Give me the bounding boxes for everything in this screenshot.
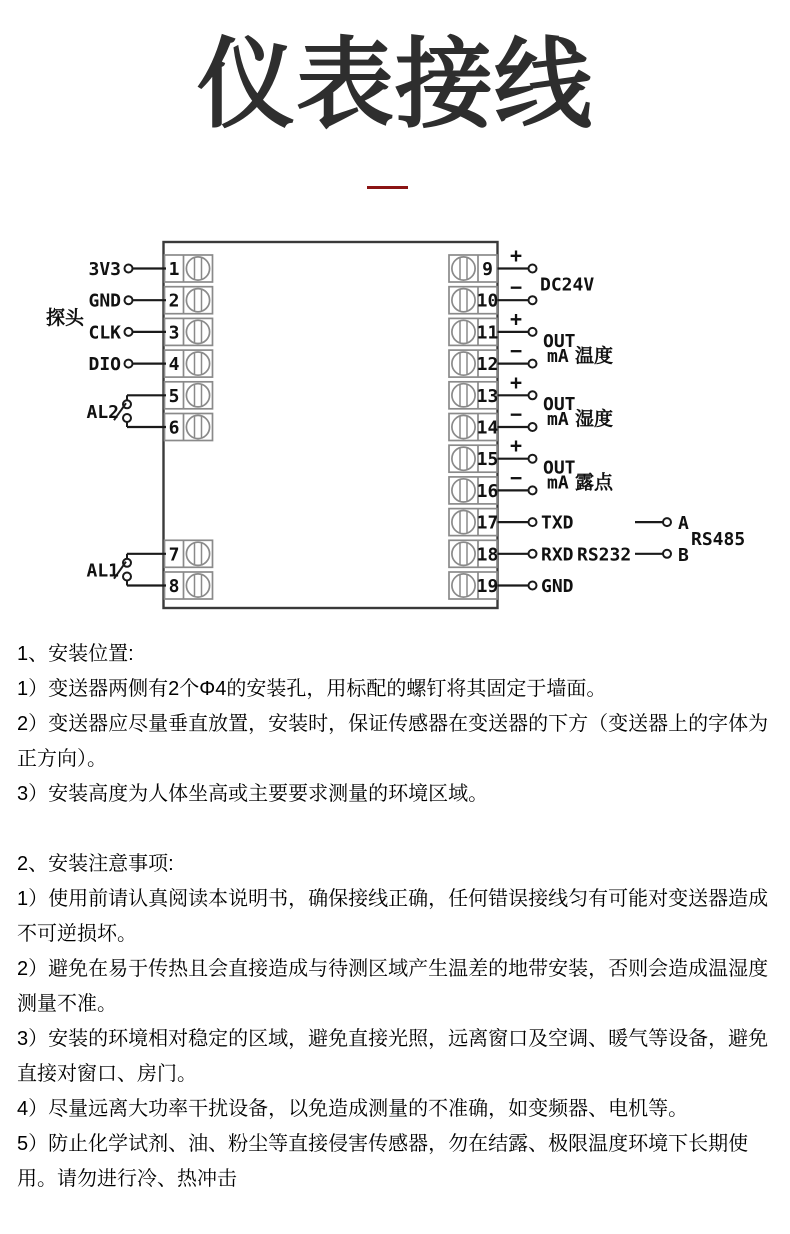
wire-node-icon: [125, 360, 133, 368]
alarm-switch-AL1: [86, 554, 166, 586]
polarity-sign: +: [509, 433, 523, 458]
probe-label: 探头: [46, 308, 85, 329]
screw-icon: [186, 289, 209, 312]
screw-icon: [186, 574, 209, 597]
wire-node-icon: [125, 296, 133, 304]
terminal-number: 11: [476, 322, 499, 344]
section-heading: 1、安装位置:: [17, 643, 134, 665]
terminal-11: [449, 318, 498, 345]
terminal-16: [449, 477, 498, 504]
polarity-sign: −: [509, 465, 523, 490]
wire-node-icon: [529, 360, 537, 368]
terminal-18: [449, 540, 498, 567]
terminal-number: 5: [168, 385, 180, 407]
channel-label: 温度: [575, 345, 614, 367]
terminal-number: 2: [168, 290, 180, 312]
pin-label-CLK: CLK: [88, 322, 121, 344]
screw-icon: [186, 415, 209, 438]
terminal-number: 18: [476, 544, 499, 566]
wire-node-icon: [529, 328, 537, 336]
terminal-number: 17: [476, 512, 499, 534]
screw-icon: [452, 479, 475, 502]
polarity-sign: −: [509, 338, 523, 363]
terminal-number: 4: [168, 354, 180, 376]
screw-icon: [452, 542, 475, 565]
rs485-line-label: B: [678, 544, 689, 566]
serial-pin-label: GND: [541, 576, 574, 597]
out-label: OUT: [543, 330, 576, 352]
wiring-diagram: [0, 225, 790, 625]
terminal-5: [165, 382, 213, 409]
wire-node-icon: [663, 518, 671, 526]
screw-icon: [452, 289, 475, 312]
terminal-10: [449, 287, 498, 314]
serial-pin-label: TXD: [541, 512, 574, 534]
wire-node-icon: [529, 486, 537, 494]
terminal-12: [449, 350, 498, 377]
terminal-17: [449, 509, 498, 536]
terminal-number: 10: [476, 290, 499, 312]
wire-node-icon: [663, 550, 671, 558]
polarity-sign: −: [509, 402, 523, 426]
terminal-9: [449, 255, 497, 282]
rs232-label: RS232: [577, 544, 632, 566]
instruction-item: 1）使用前请认真阅读本说明书，确保接线正确，任何错误接线匀有可能对变送器造成不可逆损坏。: [17, 888, 769, 945]
screw-icon: [186, 384, 209, 407]
switch-label: AL1: [86, 560, 119, 582]
wire-node-icon: [529, 391, 537, 399]
terminal-number: 6: [168, 417, 180, 439]
section-heading: 2、安装注意事项:: [17, 853, 174, 875]
wire-node-icon: [125, 265, 133, 273]
channel-label: 露点: [575, 472, 614, 494]
pin-label-3V3: 3V3: [88, 259, 121, 280]
terminal-number: 16: [476, 480, 499, 502]
terminal-1: [165, 255, 213, 282]
screw-icon: [452, 510, 475, 533]
instruction-item: 3）安装的环境相对稳定的区域，避免直接光照，远离窗口及空调、暖气等设备，避免直接对窗口、房门。: [17, 1028, 769, 1085]
terminal-number: 9: [482, 259, 493, 280]
terminal-number: 19: [476, 576, 499, 597]
section-install-notes: [17, 847, 775, 1197]
terminal-number: 13: [476, 385, 499, 407]
terminal-number: 12: [476, 354, 499, 376]
wire-node-icon: [125, 328, 133, 336]
title-underline-rule: [367, 186, 408, 189]
wire-node-icon: [529, 265, 537, 273]
polarity-sign: +: [509, 243, 523, 268]
wire-node-icon: [529, 582, 537, 590]
terminal-number: 7: [168, 544, 180, 566]
rs485-line-label: A: [678, 513, 689, 535]
screw-icon: [186, 542, 209, 565]
terminal-number: 14: [476, 417, 499, 439]
terminal-6: [165, 414, 213, 441]
section-install-position: [17, 637, 775, 812]
terminal-number: 1: [168, 259, 180, 280]
screw-icon: [186, 320, 209, 343]
screw-icon: [452, 352, 475, 375]
pin-label-GND: GND: [88, 290, 121, 312]
screw-icon: [452, 320, 475, 343]
wire-node-icon: [529, 296, 537, 304]
out-label: OUT: [543, 457, 576, 479]
terminal-7: [165, 540, 213, 567]
screw-icon: [452, 415, 475, 438]
screw-icon: [186, 352, 209, 375]
instruction-item: 1）变送器两侧有2个Φ4的安装孔，用标配的螺钉将其固定于墙面。: [17, 678, 607, 700]
switch-label: AL2: [86, 402, 119, 424]
screw-icon: [452, 447, 475, 470]
unit-label: mA: [547, 409, 569, 431]
polarity-sign: −: [509, 275, 523, 300]
channel-label: 湿度: [575, 409, 614, 431]
wire-node-icon: [529, 518, 537, 526]
installation-instructions: [17, 637, 775, 1197]
serial-pin-label: RXD: [541, 544, 574, 566]
device-outline: [164, 242, 498, 608]
screw-icon: [452, 574, 475, 597]
instruction-item: 2）避免在易于传热且会直接造成与待测区域产生温差的地带安装，否则会造成温湿度测量不准。: [17, 958, 769, 1015]
terminal-14: [449, 414, 498, 441]
page-title: 仪表接线: [196, 29, 593, 139]
instruction-item: 4）尽量远离大功率干扰设备，以免造成测量的不准确，如变频器、电机等。: [17, 1098, 689, 1120]
terminal-number: 15: [476, 449, 499, 471]
terminal-4: [165, 350, 213, 377]
unit-label: mA: [547, 472, 569, 494]
terminal-13: [449, 382, 498, 409]
alarm-switch-AL2: [86, 395, 166, 427]
instruction-item: 2）变送器应尽量垂直放置，安装时，保证传感器在变送器的下方（变送器上的字体为正方向）。: [17, 713, 769, 770]
rs485-label: RS485: [691, 528, 746, 550]
terminal-3: [165, 318, 213, 345]
wire-node-icon: [529, 550, 537, 558]
wire-node-icon: [529, 423, 537, 431]
polarity-sign: +: [509, 370, 523, 395]
instruction-item: 5）防止化学试剂、油、粉尘等直接侵害传感器，勿在结露、极限温度环境下长期使用。请勿进行冷、热冲击: [17, 1133, 749, 1190]
out-label: OUT: [543, 394, 576, 416]
terminal-number: 8: [168, 576, 180, 597]
power-label: DC24V: [540, 274, 595, 296]
terminal-8: [165, 572, 213, 599]
screw-icon: [186, 257, 209, 280]
terminal-2: [165, 287, 213, 314]
screw-icon: [452, 384, 475, 407]
polarity-sign: +: [509, 306, 523, 331]
wire-node-icon: [529, 455, 537, 463]
instruction-item: 3）安装高度为人体坐高或主要要求测量的环境区域。: [17, 783, 489, 805]
terminal-15: [449, 445, 498, 472]
unit-label: mA: [547, 345, 569, 367]
pin-label-DIO: DIO: [88, 354, 121, 376]
terminal-number: 3: [168, 322, 180, 344]
screw-icon: [452, 257, 475, 280]
terminal-19: [449, 572, 498, 599]
